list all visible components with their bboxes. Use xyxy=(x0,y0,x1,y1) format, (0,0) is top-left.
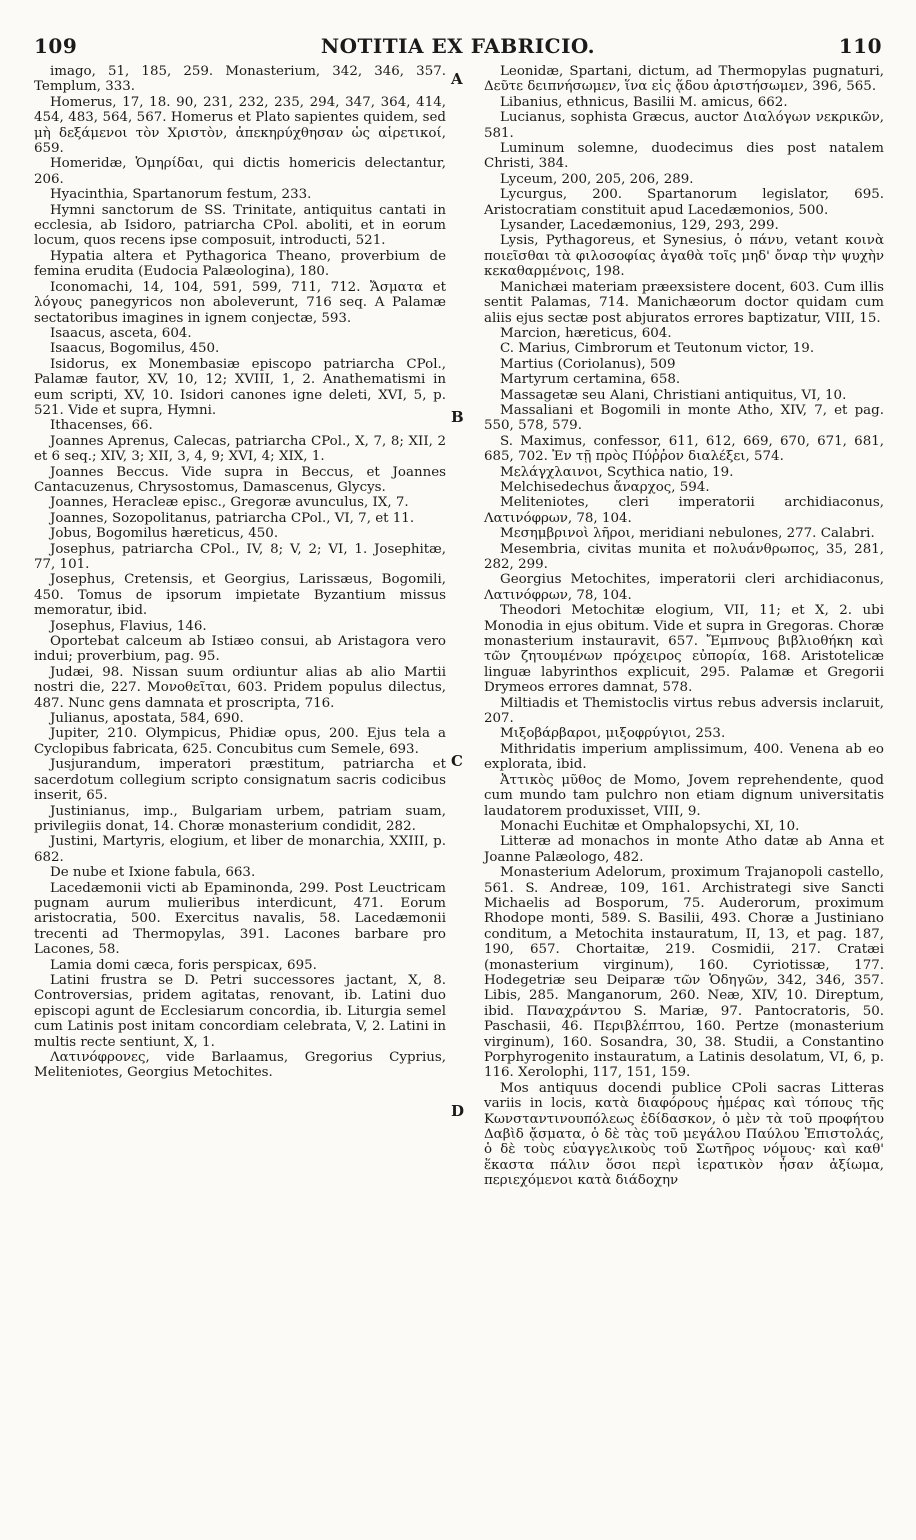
index-entry: Mesembria, civitas munita et πολυάνθρωπος, 35, 281, 282, 299. xyxy=(484,541,884,572)
index-entry: Manichæi materiam præexsistere docent, 603. Cum illis sentit Palamas, 714. Manichæorum doctor quidam cum aliis ejus sectæ post abjuratos errores baptizatur, VIII, 15. xyxy=(484,279,884,326)
index-entry: Hyacinthia, Spartanorum festum, 233. xyxy=(50,187,312,203)
index-entry: Monasterium Adelorum, proximum Trajanopoli castello, 561. S. Andreæ, 109, 161. Archistrategi sive Sancti Michaelis ad Bosporum, 75. Auderorum, proximum Rhodope monti, 589. S. Basilii, 493. Choræ a Justiniano conditum, a Metochita instauratum, II, 13, et pag. 187, 190, 657. Chortaitæ, 219. Cosmidii, 217. Cratæi (monasterium virginum), 160. Cyriotissæ, 177. Hodegetriæ seu Deiparæ τῶν Ὁδηγῶν, 342, 346, 357. Libis, 285. Manganorum, 260. Neæ, XIV, 10. Direptum, ibid. Παναχράντου S. Mariæ, 97. Pantocratoris, 50. Paschasii, 46. Περιβλέπτου, 160. Pertze (monasterium virginum), 160. Sosandra, 30, 38. Studii, a Constantino Porphyrogenito instauratum, a Latinis desolatum, VI, 6, p. 116. Xerolophi, 117, 151, 159. xyxy=(484,865,884,1081)
index-entry: Hypatia altera et Pythagorica Theano, proverbium de femina erudita (Eudocia Palæologina), 180. xyxy=(34,248,446,280)
running-title: NOTITIA EX FABRICIO. xyxy=(320,34,596,58)
index-entry: Joannes Aprenus, Calecas, patriarcha CPol., X, 7, 8; XII, 2 et 6 seq.; XIV, 3; XII, 3, 4, 9; XVI, 4; XIX, 1. xyxy=(34,433,446,465)
index-entry: Homeridæ, Ὁμηρίδαι, qui dictis homericis delectantur, 206. xyxy=(34,156,446,187)
margin-letter-a: A xyxy=(451,70,463,88)
index-entry: Λατινόφρονες, vide Barlaamus, Gregorius Cyprius, Meliteniotes, Georgius Metochites. xyxy=(34,1050,446,1081)
index-entry: Monachi Euchitæ et Omphalopsychi, XI, 10. xyxy=(500,818,800,834)
index-entry: Libanius, ethnicus, Basilii M. amicus, 662. xyxy=(500,94,788,110)
margin-letter-c: C xyxy=(451,752,463,770)
index-entry: Isidorus, ex Monembasiæ episcopo patriarcha CPol., Palamæ fautor, XV, 10, 12; XVIII, 1, 2. Anathematismi in eum scripti, XV, 10. Isidori canones igne deleti, XVI, 5, p. 521. Vide et supra, Hymni. xyxy=(34,356,446,418)
index-entry: Luminum solemne, duodecimus dies post natalem Christi, 384. xyxy=(484,141,884,172)
index-entry: Μελάγχλαινοι, Scythica natio, 19. xyxy=(500,464,734,480)
index-entry: Isaacus, Bogomilus, 450. xyxy=(50,341,220,357)
index-entry: Hymni sanctorum de SS. Trinitate, antiquitus cantati in ecclesia, ab Isidoro, patriarcha CPol. aboliti, et in eorum locum, quos recens ipse composuit, introducti, 521. xyxy=(34,202,446,249)
index-entry: Μεσημβρινοὶ λῆροι, meridiani nebulones, 277. Calabri. xyxy=(500,526,875,542)
index-entry: Ἀττικὸς μῦθος de Momo, Jovem reprehendente, quod cum mundo tam pulchro non etiam dignum universitatis laudatorem produxisset, VIII, 9. xyxy=(484,772,884,819)
index-entry: Lysis, Pythagoreus, et Synesius, ὁ πάνυ, vetant κοινὰ ποιεῖσθαι τὰ φιλοσοφίας ἀγαθὰ τοῖς μηδ' ὄναρ τὴν ψυχὴν κεκαθαρμένοις, 198. xyxy=(484,233,884,280)
index-entry: Leonidæ, Spartani, dictum, ad Thermopylas pugnaturi, Δεῦτε δειπνήσωμεν, ἵνα εἰς ᾅδου ἀριστήσωμεν, 396, 565. xyxy=(484,64,884,95)
index-entry: Lysander, Lacedæmonius, 129, 293, 299. xyxy=(500,218,779,234)
index-entry: Μιξοβάρβαροι, μιξοφρύγιοι, 253. xyxy=(500,726,726,742)
index-entry: Lycurgus, 200. Spartanorum legislator, 695. Aristocratiam constituit apud Lacedæmonios, 500. xyxy=(484,187,884,218)
index-entry: Iconomachi, 14, 104, 591, 599, 711, 712. Ἄσματα et λόγους panegyricos non aboleverunt, 716 seq. A Palamæ sectatoribus imagines in ignem conjectæ, 593. xyxy=(34,279,446,326)
index-entry: Mos antiquus docendi publice CPoli sacras Litteras variis in locis, κατὰ διαφόρους ἡμέρας καὶ τόπους τῆς Κωνσταντινουπόλεως ἐδίδασκον, ὁ μὲν τὰ τοῦ προφήτου Δαβὶδ ᾄσματα, ὁ δὲ τὰς τοῦ μεγάλου Παύλου Ἐπιστολάς, ὁ δὲ τοὺς εὐαγγελικοὺς τοῦ Σωτῆρος νόμους· καὶ καθ' ἕκαστα πάλιν ὅσοι περὶ ἱερατικὸν ἦσαν ἀξίωμα, περιεχόμενοι κατὰ διάδοχην xyxy=(484,1080,884,1189)
index-entry: Lacedæmonii victi ab Epaminonda, 299. Post Leuctricam pugnam aurum mulieribus interdicunt, 471. Eorum aristocratia, 500. Exercitus navalis, 58. Lacedæmonii trecenti ad Thermopylas, 391. Lacones barbare pro Lacones, 58. xyxy=(34,880,446,958)
index-entry: Josephus, Cretensis, et Georgius, Larissæus, Bogomili, 450. Tomus de ipsorum impietate Byzantium missus memoratur, ibid. xyxy=(34,572,446,619)
index-entry: Lamia domi cæca, foris perspicax, 695. xyxy=(50,957,317,973)
index-entry: Melchisedechus ἄναρχος, 594. xyxy=(500,479,710,495)
index-entry: Julianus, apostata, 584, 690. xyxy=(50,711,244,727)
index-entry: Latini frustra se D. Petri successores jactant, X, 8. Controversias, pridem agitatas, renovant, ib. Latini duo episcopi agunt de Ecclesiarum concordia, ib. Liturgia semel cum Latinis post initam concordiam celebrata, V, 2. Latini in multis recte sentiunt, X, 1. xyxy=(34,972,446,1050)
index-entry: Massaliani et Bogomili in monte Atho, XIV, 7, et pag. 550, 578, 579. xyxy=(484,402,884,434)
index-entry: Joannes, Heracleæ episc., Gregoræ avunculus, IX, 7. xyxy=(50,495,409,511)
index-entry: Meliteniotes, cleri imperatorii archidiaconus, Λατινόφρων, 78, 104. xyxy=(484,495,884,526)
index-entry: Justinianus, imp., Bulgariam urbem, patriam suam, privilegiis donat, 14. Choræ monasterium condidit, 282. xyxy=(34,803,446,834)
index-entry: Judæi, 98. Nissan suum ordiuntur alias ab alio Martii nostri die, 227. Μονοθεῖται, 603. Pridem populus dilectus, 487. Nunc gens damnata et proscripta, 716. xyxy=(34,664,446,711)
index-entry: De nube et Ixione fabula, 663. xyxy=(50,865,256,881)
index-entry: Joannes, Sozopolitanus, patriarcha CPol., VI, 7, et 11. xyxy=(50,510,415,526)
index-entry: Ithacenses, 66. xyxy=(50,418,153,434)
index-entry: Mithridatis imperium amplissimum, 400. Venena ab eo explorata, ibid. xyxy=(484,741,884,773)
index-entry: Massagetæ seu Alani, Christiani antiquitus, VI, 10. xyxy=(500,387,847,403)
margin-letter-d: D xyxy=(451,1102,465,1120)
index-entry: Homerus, 17, 18. 90, 231, 232, 235, 294, 347, 364, 414, 454, 483, 564, 567. Homerus et Plato sapientes quidem, sed μὴ δεξάμενοι τὸν Χριστὸν, ἀπεκηρύχθησαν ὡς αἱρετικοί, 659. xyxy=(34,94,446,157)
page-number-right: 110 xyxy=(838,34,882,58)
index-entry: Miltiadis et Themistoclis virtus rebus adversis inclaruit, 207. xyxy=(484,695,884,727)
index-entry: Josephus, Flavius, 146. xyxy=(50,618,207,634)
index-entry: Georgius Metochites, imperatorii cleri archidiaconus, Λατινόφρων, 78, 104. xyxy=(484,572,884,603)
index-column-right xyxy=(484,64,884,1189)
index-entry: imago, 51, 185, 259. Monasterium, 342, 346, 357. Templum, 333. xyxy=(34,64,446,95)
index-entry: Justini, Martyris, elogium, et liber de monarchia, XXIII, p. 682. xyxy=(34,834,446,865)
index-entry: Lyceum, 200, 205, 206, 289. xyxy=(500,171,694,187)
margin-letter-b: B xyxy=(451,408,464,426)
index-entry: Joannes Beccus. Vide supra in Beccus, et Joannes Cantacuzenus, Chrysostomus, Damascenus, Glycys. xyxy=(34,464,446,495)
page-number-left: 109 xyxy=(34,34,78,58)
index-entry: Marcion, hæreticus, 604. xyxy=(500,325,672,341)
index-entry: Isaacus, asceta, 604. xyxy=(50,325,192,341)
index-entry: Josephus, patriarcha CPol., IV, 8; V, 2; VI, 1. Josephitæ, 77, 101. xyxy=(34,541,446,572)
index-entry: Jobus, Bogomilus hæreticus, 450. xyxy=(50,526,279,542)
index-entry: C. Marius, Cimbrorum et Teutonum victor, 19. xyxy=(500,341,815,357)
index-entry: Jupiter, 210. Olympicus, Phidiæ opus, 200. Ejus tela a Cyclopibus fabricata, 625. Concubitus cum Semele, 693. xyxy=(34,726,446,757)
index-entry: Oportebat calceum ab Istiæo consui, ab Aristagora vero indui; proverbium, pag. 95. xyxy=(34,634,446,665)
index-entry: S. Maximus, confessor, 611, 612, 669, 670, 671, 681, 685, 702. Ἐν τῇ πρὸς Πύῤῥον διαλέξει, 574. xyxy=(484,433,884,465)
index-entry: Theodori Metochitæ elogium, VII, 11; et X, 2. ubi Monodia in ejus obitum. Vide et supra in Gregoras. Choræ monasterium instauravit, 657. Ἔμπνους βιβλιοθήκη καὶ τῶν ζητουμένων πρόχειρος εὐπορία, 168. Aristotelicæ linguæ labyrinthos explicuit, 295. Palamæ et Gregorii Drymeos errores damnat, 578. xyxy=(484,603,884,696)
index-entry: Martius (Coriolanus), 509 xyxy=(500,356,676,372)
index-entry: Jusjurandum, imperatori præstitum, patriarcha et sacerdotum collegium scripto consignatum sacris codicibus inserit, 65. xyxy=(34,757,446,804)
index-column-left xyxy=(34,64,446,1081)
index-entry: Lucianus, sophista Græcus, auctor Διαλόγων νεκρικῶν, 581. xyxy=(484,110,884,141)
index-entry: Martyrum certamina, 658. xyxy=(500,372,681,388)
running-header xyxy=(34,34,882,64)
index-entry: Litteræ ad monachos in monte Atho datæ ab Anna et Joanne Palæologo, 482. xyxy=(484,834,884,865)
